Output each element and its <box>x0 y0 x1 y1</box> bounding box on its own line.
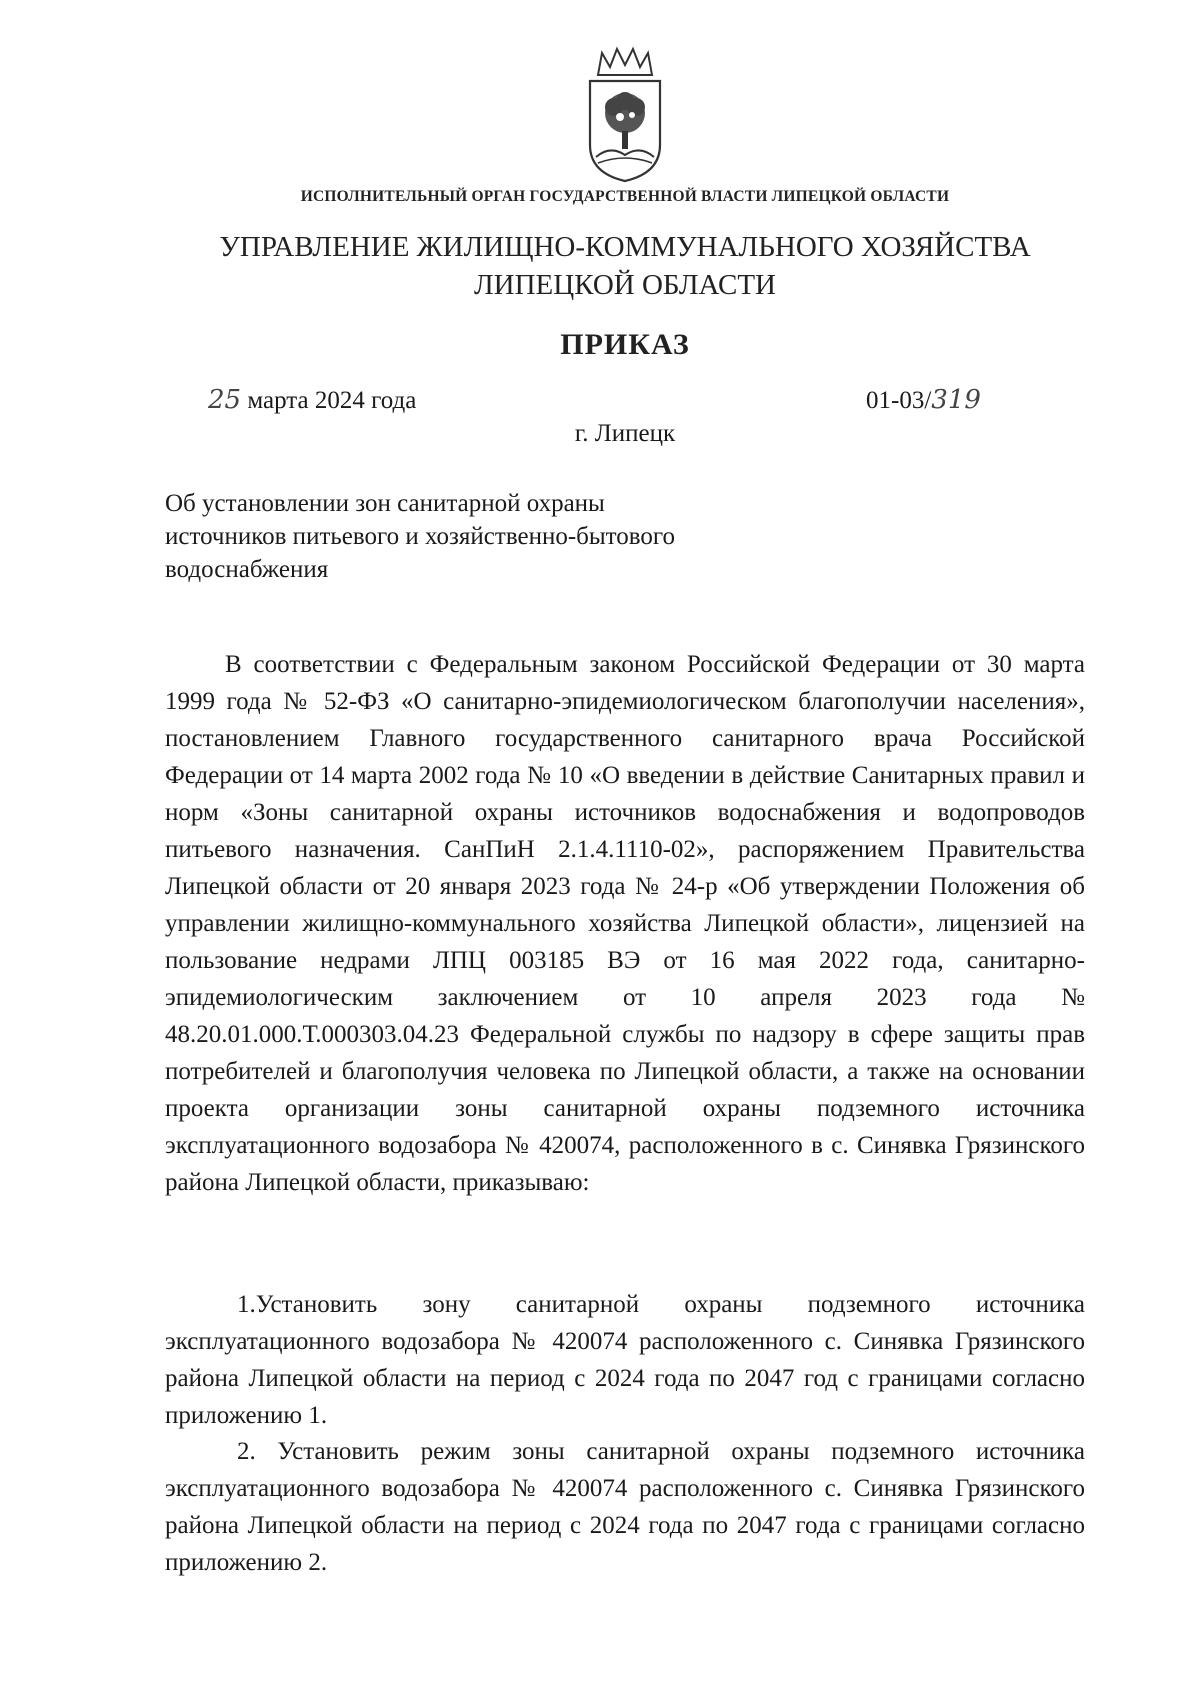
document-number <box>866 385 981 415</box>
coat-of-arms-icon <box>580 45 670 185</box>
subject-line1: Об установлении зон санитарной охраны <box>165 490 605 517</box>
body-paragraph-preamble: В соответствии с Федеральным законом Российской Федерации от 30 марта 1999 года № 52-ФЗ «О санитарно-эпидемиологическом благополучии населения», постановлением Главного государственного санитарного врача Российской Федерации от 14 марта 2002 года № 10 «О введении в действие Санитарных правил и норм «Зоны санитарной охраны источников водоснабжения и водопроводов питьевого назначения. СанПиН 2.1.4.1110-02», распоряжением Правительства Липецкой области от 20 января 2023 года № 24-р «Об утверждении Положения об управлении жилищно-коммунального хозяйства Липецкой области», лицензией на пользование недрами ЛПЦ 003185 ВЭ от 16 мая 2022 года, санитарно-эпидемиологическим заключением от 10 апреля 2023 года № 48.20.01.000.Т.000303.04.23 Федеральной службы по надзору в сфере защиты прав потребителей и благополучия человека по Липецкой области, а также на основании проекта организации зоны санитарной охраны подземного источника эксплуатационного водозабора № 420074, расположенного в с. Синявка Грязинского района Липецкой области, приказываю: <box>165 651 1085 1196</box>
subject-line2: источников питьевого и хозяйственно-бытового <box>165 523 676 550</box>
organization-line: ИСПОЛНИТЕЛЬНЫЙ ОРГАН ГОСУДАРСТВЕННОЙ ВЛАСТИ ЛИПЕЦКОЙ ОБЛАСТИ <box>300 188 950 205</box>
document-subject <box>165 487 885 586</box>
date-month-year: марта 2024 года <box>247 387 417 414</box>
city-line: г. Липецк <box>574 420 676 447</box>
handwritten-day: 25 <box>208 385 242 415</box>
department-name <box>0 228 1200 304</box>
department-name-line2: ЛИПЕЦКОЙ ОБЛАСТИ <box>473 269 776 301</box>
handwritten-number: 319 <box>931 385 981 415</box>
subject-line3: водоснабжения <box>165 556 329 583</box>
body-paragraph-item-2: 2. Установить режим зоны санитарной охраны подземного источника эксплуатационного водозабора № 420074 расположенного с. Синявка Грязинского района Липецкой области на период с 2024 года по 2047 года с границами согласно приложению 2. <box>165 1438 1085 1576</box>
body-paragraph-item-1: 1.Установить зону санитарной охраны подземного источника эксплуатационного водозабора № 420074 расположенного с. Синявка Грязинского района Липецкой области на период с 2024 года по 2047 год с границами согласно приложению 1. <box>165 1291 1085 1429</box>
document-type-title: ПРИКАЗ <box>560 328 690 361</box>
number-prefix: 01-03/ <box>866 387 932 414</box>
department-name-line1: УПРАВЛЕНИЕ ЖИЛИЩНО-КОММУНАЛЬНОГО ХОЗЯЙСТВА <box>219 231 1031 263</box>
document-date <box>208 385 416 415</box>
